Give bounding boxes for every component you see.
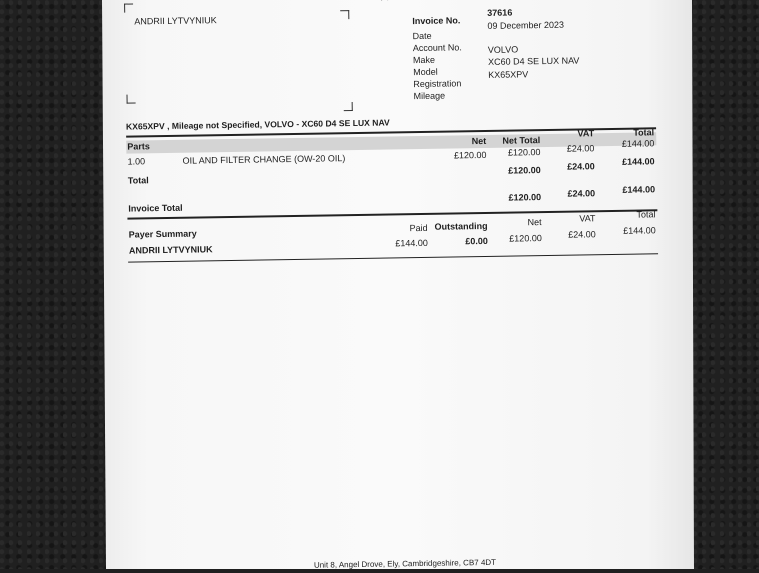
payer-net-column-header: Net [527,217,542,228]
payer-vat-column-header: VAT [579,213,596,224]
address-corner-mark [124,3,133,12]
invoice-total-net: £120.00 [508,192,542,203]
section-rule [128,253,658,263]
payer-vat: £24.00 [568,229,596,240]
net-column-header: Net [471,135,487,147]
contact-line [325,0,482,1]
parts-total-total: £144.00 [621,156,655,167]
registration-label: Registration [413,78,462,90]
parts-total-net: £120.00 [508,165,541,176]
vehicle-line: KX65XPV , Mileage not Specified, VOLVO - XC60 D4 SE LUX NAV [125,117,390,132]
parts-section-label: Parts [127,141,150,152]
part-qty: 1.00 [127,156,146,167]
model-value: XC60 D4 SE LUX NAV [487,55,580,67]
part-net-total: £120.00 [507,147,541,158]
parts-total-vat: £24.00 [567,161,595,172]
invoice-total-vat: £24.00 [567,188,596,199]
part-description: OIL AND FILTER CHANGE (OW-20 OIL) [182,153,346,166]
total-column-header: Total [633,127,655,138]
make-label: Make [412,54,436,66]
invoice-document [100,0,703,569]
payer-paid: £144.00 [395,237,428,249]
address-corner-mark [126,94,135,103]
payer-total: £144.00 [623,225,656,236]
part-total: £144.00 [621,138,655,149]
part-net: £120.00 [453,149,487,161]
address-corner-mark [344,102,353,111]
net-total-column-header: Net Total [502,135,541,146]
paid-column-header: Paid [409,222,428,234]
customer-name: ANDRII LYTVYNIUK [134,15,217,27]
account-no-label: Account No. [412,42,462,54]
payer-total-column-header: Total [636,209,656,220]
footer-address: Unit 8, Angel Drove, Ely, Cambridgeshire, CB7 4DT [313,557,497,570]
date-label: Date [412,30,432,42]
model-label: Model [413,66,438,78]
outstanding-column-header: Outstanding [434,220,488,232]
payer-name: ANDRII LYTVYNIUK [128,244,213,256]
payer-outstanding: £0.00 [465,235,488,247]
make-value: VOLVO [487,44,519,55]
vat-column-header: VAT [577,128,595,139]
mileage-label: Mileage [413,90,446,102]
invoice-total-label: Invoice Total [128,202,183,214]
invoice-no-label: Invoice No. [412,15,461,27]
date-value: 09 December 2023 [487,19,565,31]
address-corner-mark [340,10,349,19]
payer-summary-label: Payer Summary [128,228,197,240]
payer-net: £120.00 [509,233,542,244]
registration-value: KX65XPV [488,69,529,80]
invoice-total-total: £144.00 [622,184,656,195]
part-vat: £24.00 [566,143,595,154]
invoice-no-value: 37616 [487,7,513,18]
parts-total-label: Total [127,175,149,186]
